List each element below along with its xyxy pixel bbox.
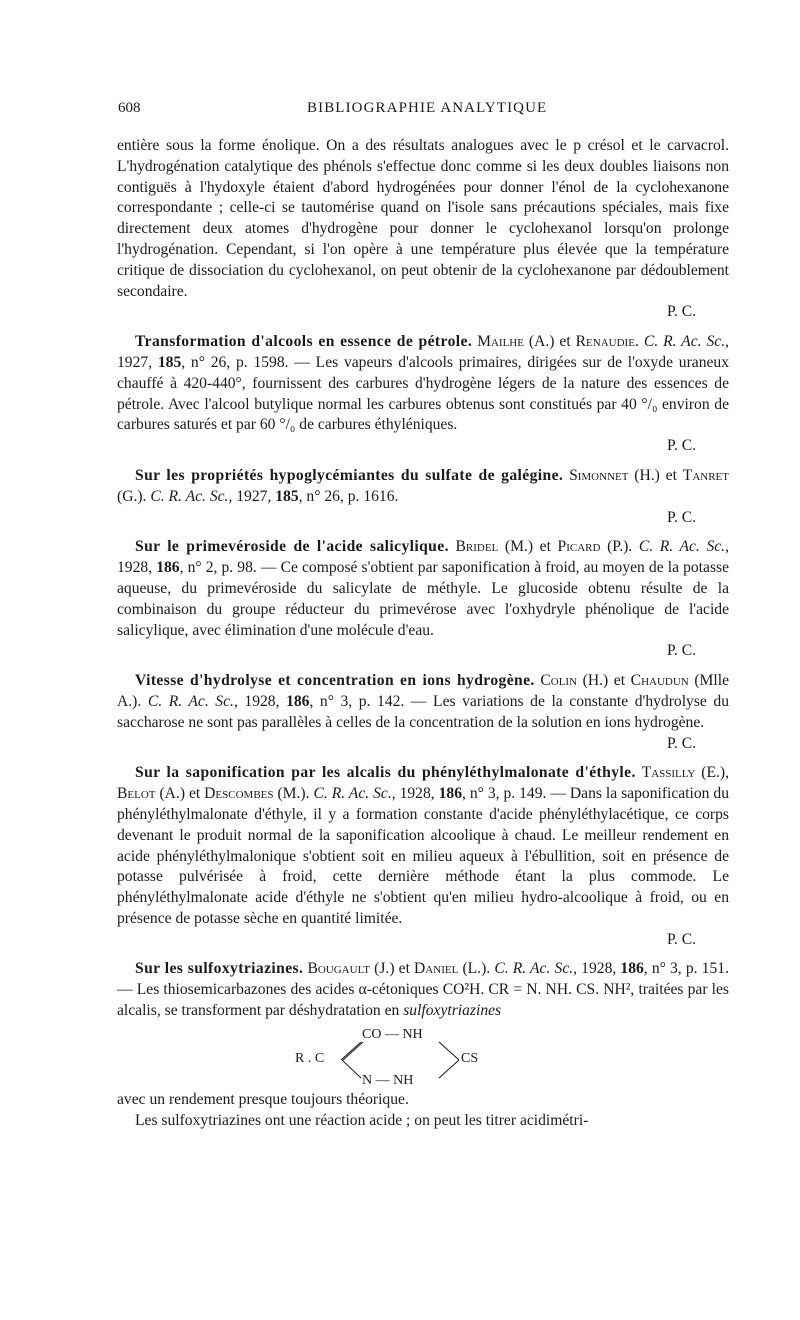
running-header bbox=[117, 100, 729, 122]
author-name: Tanret bbox=[682, 466, 729, 484]
paragraph-text: entière sous la forme énolique. On a des résultats analogues avec le p crésol et le carvacrol. L'hydrogénation catalytique des phénols s'effectue donc comme si les deux doubles liaisons non contiguës à l'hydoxyle étaient d'abord hydrogénées pour donner l'énol de la cyclohexanone correspondante ; celle-ci se tautomérise quand on l'isole sans précautions spéciales, mais fixe directement deux atomes d'hydrogène pour donner le cyclohexanol lorsqu'on prolonge l'hydrogénation. Cependant, si l'on opère à une température plus élevée que la température critique de dissociation du cyclohexanol, on peut obtenir de la cyclohexanone par dédoublement secondaire. bbox=[117, 137, 729, 300]
formula-ring-bonds bbox=[117, 1024, 729, 1090]
author-name: Belot bbox=[117, 785, 156, 803]
abstract-text: Les vapeurs d'alcools primaires, dirigées sur de l'oxyde uraneux chauffé à 420-440°, fournissent des carbures d'hydrogène légers de la nature des essences de pétrole. Avec l'alcool butylique normal les carbures obtenus sont constitués par 40 °/₀ environ de carbures saturés et par 60 °/₀ de carbures éthyléniques. bbox=[117, 353, 730, 434]
page-number: 608 bbox=[118, 100, 141, 116]
entry-title: Sur les propriétés hypoglycémiantes du sulfate de galégine. bbox=[135, 466, 564, 484]
article-body bbox=[117, 136, 729, 1131]
author-name: Bridel bbox=[455, 538, 499, 556]
signature: P. C. bbox=[666, 508, 696, 526]
volume: 186 bbox=[438, 785, 462, 803]
signature: P. C. bbox=[666, 437, 696, 455]
author-name: Tassilly bbox=[641, 764, 696, 782]
author-name: Simonnet bbox=[569, 466, 629, 484]
volume: 186 bbox=[156, 559, 180, 577]
journal-name: C. R. Ac. Sc. bbox=[643, 333, 726, 351]
volume: 185 bbox=[157, 353, 182, 371]
signature: P. C. bbox=[666, 303, 696, 321]
formula-right: CS bbox=[461, 1050, 479, 1066]
abstract-text: Les thiosemicarbazones des acides α-cétoniques CO²H. CR = N. NH. CS. NH², traitées par les alcalis, se transforment par déshydratation en bbox=[117, 981, 730, 1020]
journal-name: C. R. Ac. Sc. bbox=[638, 538, 726, 556]
entry-title: Transformation d'alcools en essence de pétrole. bbox=[135, 333, 473, 351]
author-name: Chaudun bbox=[630, 672, 689, 690]
abstract-text: Les variations de la constante d'hydrolyse du saccharose ne sont pas parallèles à celles de la concentration de la solution en ions hydrogène. bbox=[117, 692, 729, 731]
abstract-text: Dans la saponification du phényléthylmalonate d'éthyle, il y a formation constante d'acide phényléthylacétique, ce corps devenant le produit normal de la saponification alcoolique à chaud. Le meilleur rendement en acide phényléthylmalonique s'obtient soit en milieu aqueux à l'ébullition, soit en présence de potasse pulvérisée à froid, cette dernière méthode étant la plus commode. Le phényléthylmalonate acide d'éthyle ne s'obtient qu'en milieu hydro-alcoolique à froid, ou en présence de potasse sèche en quantité limitée. bbox=[117, 785, 729, 927]
continued-paragraph bbox=[117, 136, 729, 302]
entry-primeveroside: Sur le primevéroside de l'acide salicylique. Bridel (M.) et Picard (P.). C. R. Ac. Sc., 1928, 186, n° 2, p. 98. — Ce composé s'obtient par saponification à froid, au moyen de la potasse aqueuse, du primevéroside du salicylate de méthyle. Le glucoside obtenu résulte de la combinaison du groupe réducteur du primevérose avec l'oxhydryle phénolique de l'acide salicylique, avec élimination d'une molécule d'eau. P. C. bbox=[117, 537, 729, 662]
formula-left: R . C bbox=[295, 1050, 325, 1066]
entry-title: Sur le primevéroside de l'acide salicylique. bbox=[135, 538, 449, 556]
volume: 186 bbox=[620, 960, 644, 978]
volume: 186 bbox=[286, 692, 310, 710]
abstract-last-line: Les sulfoxytriazines ont une réaction acide ; on peut les titrer acidimétri- bbox=[135, 1111, 589, 1129]
compound-name: sulfoxytriazines bbox=[403, 1002, 502, 1020]
entry-title: Sur les sulfoxytriazines. bbox=[135, 960, 304, 978]
author-name: Renaudie bbox=[575, 333, 635, 351]
author-name: Colin bbox=[540, 672, 578, 690]
entry-sulfoxytriazines: Sur les sulfoxytriazines. Bougault (J.) et Daniel (L.). C. R. Ac. Sc., 1928, 186, n° 3, p. 151. — Les thiosemicarbazones des acides α-cétoniques CO²H. CR = N. NH. CS. NH², traitées par les alcalis, se transforment par déshydratation en sulfoxytriazines CO — NH R . C CS N — NH avec un rendement presque toujours théorique. Les sulfoxytriazines ont une réaction acide ; on peut les titrer acidimétri- bbox=[117, 959, 729, 1131]
signature: P. C. bbox=[666, 642, 696, 660]
author-name: Daniel bbox=[414, 960, 459, 978]
author-name: Bougault bbox=[307, 960, 371, 978]
volume: 185 bbox=[275, 487, 299, 505]
signature: P. C. bbox=[666, 734, 696, 752]
entry-title: Vitesse d'hydrolyse et concentration en ions hydrogène. bbox=[135, 672, 535, 690]
journal-name: C. R. Ac. Sc. bbox=[313, 785, 392, 803]
journal-name: C. R. Ac. Sc. bbox=[494, 960, 574, 978]
abstract-continuation: avec un rendement presque toujours théorique. bbox=[117, 1090, 409, 1108]
signature: P. C. bbox=[666, 930, 696, 948]
chemical-formula bbox=[117, 1024, 729, 1090]
entry-galegine: Sur les propriétés hypoglycémiantes du sulfate de galégine. Simonnet (H.) et Tanret (G.). C. R. Ac. Sc., 1927, 185, n° 26, p. 1616. P. C. bbox=[117, 466, 729, 528]
author-name: Picard bbox=[557, 538, 601, 556]
formula-top: CO — NH bbox=[362, 1026, 423, 1042]
entry-saponification: Sur la saponification par les alcalis du phényléthylmalonate d'éthyle. Tassilly (E.), Belot (A.) et Descombes (M.). C. R. Ac. Sc., 1928, 186, n° 3, p. 149. — Dans la saponification du phényléthylmalonate d'éthyle, il y a formation constante d'acide phényléthylacétique, ce corps devenant le produit normal de la saponification alcoolique à chaud. Le meilleur rendement en acide phényléthylmalonique s'obtient soit en milieu aqueux à l'ébullition, soit en présence de potasse pulvérisée à froid, cette dernière méthode étant la plus commode. Le phényléthylmalonate acide d'éthyle ne s'obtient qu'en milieu hydro-alcoolique à froid, ou en présence de potasse sèche en quantité limitée. P. C. bbox=[117, 763, 729, 950]
entry-vitesse-hydrolyse: Vitesse d'hydrolyse et concentration en ions hydrogène. Colin (H.) et Chaudun (Mlle A.). C. R. Ac. Sc., 1928, 186, n° 3, p. 142. — Les variations de la constante d'hydrolyse du saccharose ne sont pas parallèles à celles de la concentration de la solution en ions hydrogène. P. C. bbox=[117, 671, 729, 754]
entry-transformation-alcools: Transformation d'alcools en essence de pétrole. Mailhe (A.) et Renaudie. C. R. Ac. Sc., 1927, 185, n° 26, p. 1598. — Les vapeurs d'alcools primaires, dirigées sur de l'oxyde uraneux chauffé à 420-440°, fournissent des carbures d'hydrogène légers de la nature des essences de pétrole. Avec l'alcool butylique normal les carbures obtenus sont constitués par 40 °/₀ environ de carbures saturés et par 60 °/₀ de carbures éthyléniques. P. C. bbox=[117, 332, 729, 457]
abstract-text: Ce composé s'obtient par saponification à froid, au moyen de la potasse aqueuse, du primevéroside du salicylate de méthyle. Le glucoside obtenu résulte de la combinaison du groupe réducteur du primevérose avec l'oxhydryle phénolique de l'acide salicylique, avec élimination d'une molécule d'eau. bbox=[117, 559, 729, 639]
journal-name: C. R. Ac. Sc. bbox=[147, 692, 234, 710]
formula-bottom: N — NH bbox=[362, 1072, 414, 1088]
journal-name: C. R. Ac. Sc. bbox=[150, 487, 229, 505]
author-name: Mailhe bbox=[477, 333, 524, 351]
running-title: BIBLIOGRAPHIE ANALYTIQUE bbox=[307, 100, 548, 116]
author-name: Descombes bbox=[204, 785, 274, 803]
entry-title: Sur la saponification par les alcalis du phényléthylmalonate d'éthyle. bbox=[135, 764, 636, 782]
page bbox=[117, 100, 729, 1131]
